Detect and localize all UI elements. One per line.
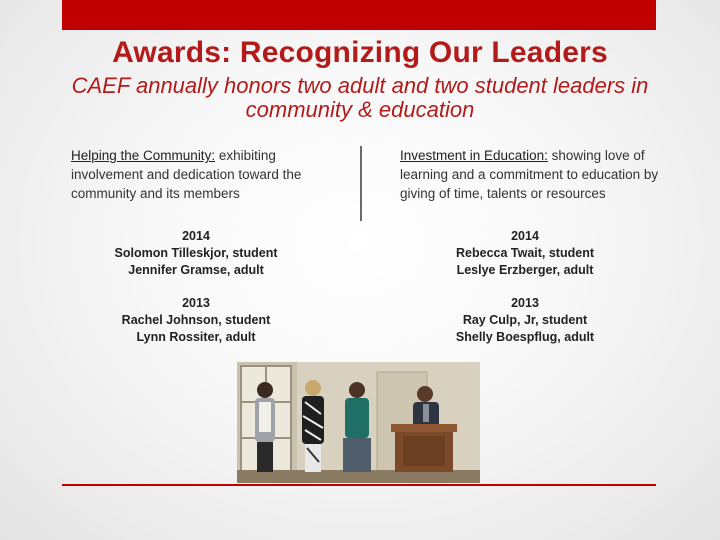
award-recipient: Jennifer Gramse, adult	[128, 263, 264, 277]
award-recipient: Rachel Johnson, student	[121, 313, 271, 327]
education-award-text: showing love of learning and a commitment to education by giving of time, talents or resources	[400, 148, 659, 201]
bottom-accent-line	[62, 484, 656, 486]
column-divider	[360, 146, 362, 221]
education-award-term: Investment in Education:	[400, 148, 548, 163]
award-ceremony-photo-illustration	[237, 362, 480, 483]
award-year: 2013	[511, 296, 539, 310]
education-award-description	[400, 146, 675, 203]
award-ceremony-photo	[237, 362, 480, 483]
page-subtitle: CAEF annually honors two adult and two student leaders in community & education	[71, 73, 649, 122]
award-recipient: Ray Culp, Jr, student	[462, 313, 588, 327]
award-year: 2014	[182, 229, 210, 243]
award-recipient: Rebecca Twait, student	[456, 246, 594, 260]
award-year: 2014	[511, 229, 539, 243]
award-recipient: Leslye Erzberger, adult	[456, 263, 594, 277]
education-winners-2013	[400, 295, 650, 346]
page-title: Awards: Recognizing Our Leaders	[112, 36, 608, 69]
top-accent-bar	[62, 0, 656, 30]
community-award-description	[71, 146, 346, 203]
award-recipient: Shelly Boespflug, adult	[455, 330, 595, 344]
education-winners-2014	[400, 228, 650, 279]
community-winners-2014	[71, 228, 321, 279]
award-year: 2013	[182, 296, 210, 310]
community-award-term: Helping the Community:	[71, 148, 216, 163]
award-recipient: Lynn Rossiter, adult	[136, 330, 256, 344]
award-recipient: Solomon Tilleskjor, student	[114, 246, 278, 260]
community-award-text: exhibiting involvement and dedication toward the community and its members	[71, 148, 302, 201]
community-winners-2013	[71, 295, 321, 346]
